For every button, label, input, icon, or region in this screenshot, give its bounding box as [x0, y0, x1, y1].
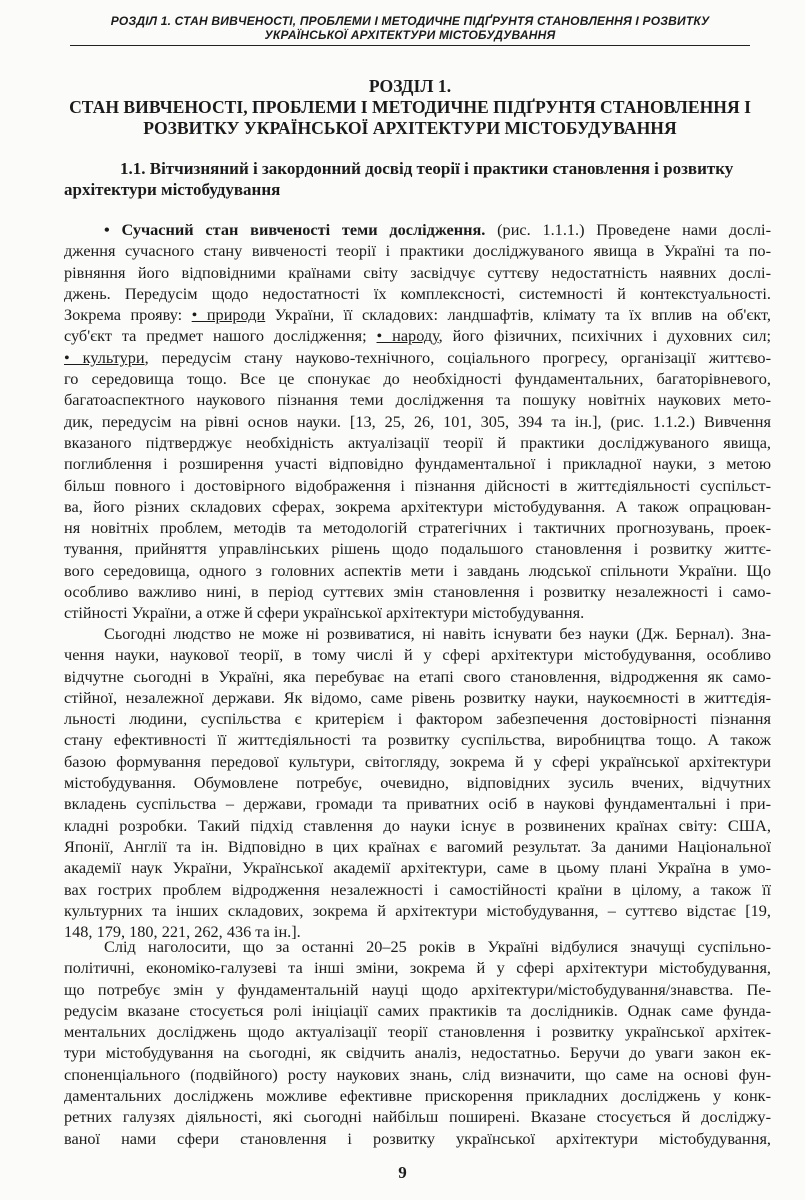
paragraph-3: Слід наголосити, що за останні 20–25 років в Україні відбулися значущі суспільно- політичні, економіко-галузеві та інші зміни, зокрема й у сфері архітектури містобудування, що потребує змін у фундаментальній науці щодо архітектури/містобудування/знавства. Пе- редусім вказане стосується ролі ініціації самих практиків та дослідників. Однак саме фунда- ментальних досліджень щодо актуалізації теорії становлення і розвитку української архітек- тури містобудування на сьогодні, як свідчить аналіз, недостатньо. Беручи до уваги закон ек- споненціального (подвійного) росту наукових знань, слід визначити, що саме на основі фун- даментальних досліджень можливе ефективне прискорення прикладних досліджень у конк- ретних галузях діяльності, які сьогодні найбільш поширені. Вказане стосується й досліджу- ваної нами сфери становлення і розвитку української архітектури містобудування,	[64, 937, 771, 1148]
section-title-line-2: архітектури містобудування	[64, 180, 281, 199]
chapter-title-line-3: РОЗВИТКУ УКРАЇНСЬКОЇ АРХІТЕКТУРИ МІСТОБУДУВАННЯ	[143, 118, 677, 138]
underlined-term-culture: • культури	[64, 347, 145, 367]
underlined-term-people: • народу	[376, 326, 439, 346]
running-head-line-1: РОЗДІЛ 1. СТАН ВИВЧЕНОСТІ, ПРОБЛЕМИ І МЕТОДИЧНЕ ПІДҐРУНТЯ СТАНОВЛЕННЯ І РОЗВИТКУ	[110, 14, 710, 28]
paragraph-2: Сьогодні людство не може ні розвиватися, ні навіть існувати без науки (Дж. Бернал). Зна- чення науки, наукової теорії, в тому числі й у сфері архітектури містобудування, особливо відчутне сьогодні в Україні, яка перебуває на етапі свого становлення, відродження як само- стійної, незалежної держави. Як відомо, саме рівень розвитку науки, наукоємності в життєдія- льності людини, суспільства є критерієм і фактором забезпечення достовірності пізнання стану ефективності її життєдіяльності та розвитку суспільства, виробництва тощо. А також базою формування передової культури, світогляду, зокрема й у сфері української архітектури містобудування. Обумовлене потребує, очевидно, відповідних зусиль вчених, відчутних вкладень суспільства – держави, громади та приватних осіб в наукові фундаментальні і при- кладні розробки. Такий підхід ставлення до науки існує в розвинених країнах світу: США, Японії, Англії та ін. Відповідно в цих країнах є вагомий результат. За даними Національної академії наук України, Української академії архітектури, саме в цьому плані Україна в умо- вах гострих проблем відродження незалежності і самостійності країни в цілому, а також її культурних та інших складових, зокрема й архітектури містобудування, – суттєво відстає [19, 148, 179, 180, 221, 262, 436 та ін.].	[64, 624, 771, 942]
bullet: •	[104, 220, 110, 239]
section-title	[64, 158, 769, 200]
chapter-title	[40, 76, 780, 139]
running-head	[70, 14, 750, 46]
section-title-line-1: 1.1. Вітчизняний і закордонний досвід теорії і практики становлення і розвитку	[120, 159, 734, 178]
chapter-title-line-2: СТАН ВИВЧЕНОСТІ, ПРОБЛЕМИ І МЕТОДИЧНЕ ПІДҐРУНТЯ СТАНОВЛЕННЯ І	[69, 97, 751, 117]
chapter-title-line-1: РОЗДІЛ 1.	[368, 76, 452, 96]
paragraph-1: • Сучасний стан вивченості теми дослідження. (рис. 1.1.1.) Проведене нами дослі- дження сучасного стану вивченості теорії і практики досліджуваного явища в Україні та по- рівняння його відповідними країнами світу засвідчує суттєву недостатність наявних дослі- джень. Передусім щодо недостатності їх комплексності, системності й контекстуальності. Зокрема прояву: • природи України, її складових: ландшафтів, клімату та їх вплив на об'єкт, суб'єкт та предмет нашого дослідження; • народу, його фізичних, психічних і духовних сил; • культури, передусім стану науково-технічного, соціального прогресу, організації життєво- го середовища тощо. Все це спонукає до необхідності фундаментальних, багаторівневого, багатоаспектного наукового пізнання теми дослідження та пошуку новітніх наукових мето- дик, передусім на рівні основ науки. [13, 25, 26, 101, 305, 394 та ін.], (рис. 1.1.2.) Вивчення вказаного підтверджує необхідність актуалізації теорії й практики досліджуваного явища, поглиблення і розширення участі відповідно фундаментальної і прикладної науки, з метою більш повного і достовірного відображення і пізнання дійсності в життєдіяльності суспільст- ва, його різних складових сферах, зокрема архітектури містобудування. А також опрацюван- ня новітніх проблем, методів та методологій стратегічних і тактичних прогнозувань, проек- тування, прийняття управлінських рішень щодо подальшого становлення і розвитку життє- вого середовища, одного з головних аспектів мети і завдань людської спільноти України. Що особливо важливо нині, в період суттєвих змін становлення і розвитку незалежності і само- стійності України, а отже й сфери української архітектури містобудування.	[64, 220, 771, 623]
underlined-term-nature: • природи	[191, 305, 266, 325]
page-number: 9	[398, 1163, 407, 1182]
paragraph-lead: Сучасний стан вивченості теми дослідження.	[121, 220, 486, 239]
running-head-line-2: УКРАЇНСЬКОЇ АРХІТЕКТУРИ МІСТОБУДУВАННЯ	[264, 28, 556, 42]
